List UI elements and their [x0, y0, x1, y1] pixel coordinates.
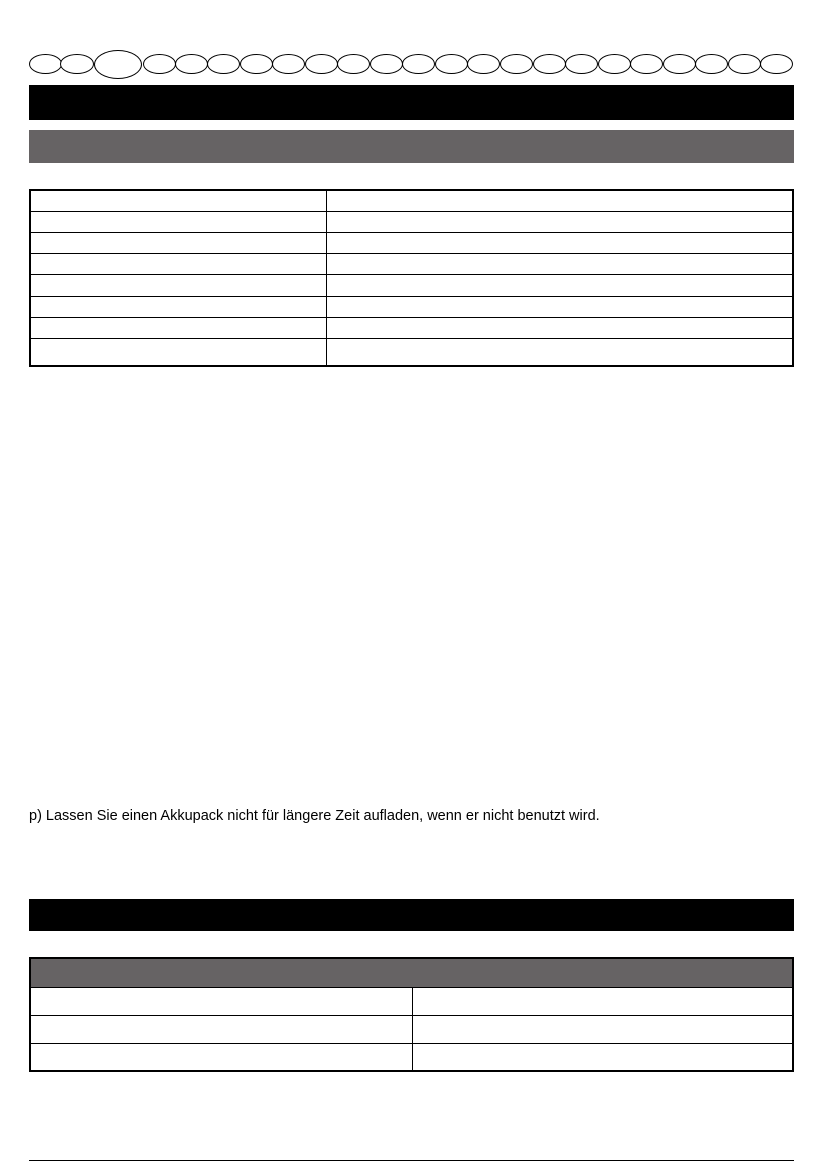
table-row: [30, 339, 793, 366]
table-row: [30, 1043, 793, 1071]
table-cell: [326, 254, 793, 275]
table-cell: [412, 987, 793, 1015]
language-tabs: [29, 52, 795, 78]
table-cell: [30, 190, 326, 211]
table-cell: [326, 339, 793, 366]
language-tab[interactable]: [630, 54, 663, 74]
table-row: [30, 232, 793, 253]
table-cell: [30, 987, 412, 1015]
table-header-row: [30, 958, 793, 987]
language-tab[interactable]: [695, 54, 728, 74]
language-tab[interactable]: [305, 54, 338, 74]
table-row: [30, 296, 793, 317]
language-tab[interactable]: [143, 54, 176, 74]
table-cell: [326, 317, 793, 338]
table-cell: [30, 275, 326, 296]
table-cell: [30, 254, 326, 275]
table-cell: [30, 339, 326, 366]
language-tab[interactable]: [728, 54, 761, 74]
language-tab[interactable]: [500, 54, 533, 74]
language-tab[interactable]: [370, 54, 403, 74]
spec-table-bottom: [29, 957, 794, 1072]
table-header-cell: [30, 958, 793, 987]
language-tab[interactable]: [272, 54, 305, 74]
table-cell: [30, 1015, 412, 1043]
table-row: [30, 317, 793, 338]
section-header-grey: [29, 130, 794, 163]
language-tab-active[interactable]: [94, 50, 142, 79]
language-tab[interactable]: [207, 54, 240, 74]
language-tab[interactable]: [565, 54, 598, 74]
table-row: [30, 987, 793, 1015]
language-tab[interactable]: [663, 54, 696, 74]
table-cell: [326, 296, 793, 317]
language-tab[interactable]: [337, 54, 370, 74]
safety-note: p) Lassen Sie einen Akkupack nicht für längere Zeit aufladen, wenn er nicht benutzt wird.: [29, 808, 600, 824]
table-row: [30, 275, 793, 296]
table-cell: [326, 211, 793, 232]
table-cell: [30, 211, 326, 232]
language-tab[interactable]: [29, 54, 62, 74]
language-tab[interactable]: [240, 54, 273, 74]
table-row: [30, 211, 793, 232]
table-cell: [412, 1043, 793, 1071]
table-cell: [412, 1015, 793, 1043]
table-cell: [30, 317, 326, 338]
table-cell: [30, 1043, 412, 1071]
table-cell: [30, 232, 326, 253]
section-header-black: [29, 85, 794, 120]
table-row: [30, 254, 793, 275]
language-tab[interactable]: [435, 54, 468, 74]
language-tab[interactable]: [533, 54, 566, 74]
table-row: [30, 1015, 793, 1043]
table-cell: [326, 190, 793, 211]
section-header-black-2: [29, 899, 794, 931]
table-cell: [30, 296, 326, 317]
language-tab[interactable]: [598, 54, 631, 74]
language-tab[interactable]: [402, 54, 435, 74]
table-cell: [326, 275, 793, 296]
footer-divider: [29, 1160, 794, 1161]
spec-table-top: [29, 189, 794, 367]
language-tab[interactable]: [760, 54, 793, 74]
language-tab[interactable]: [175, 54, 208, 74]
table-cell: [326, 232, 793, 253]
language-tab[interactable]: [467, 54, 500, 74]
table-row: [30, 190, 793, 211]
language-tab[interactable]: [60, 54, 94, 74]
